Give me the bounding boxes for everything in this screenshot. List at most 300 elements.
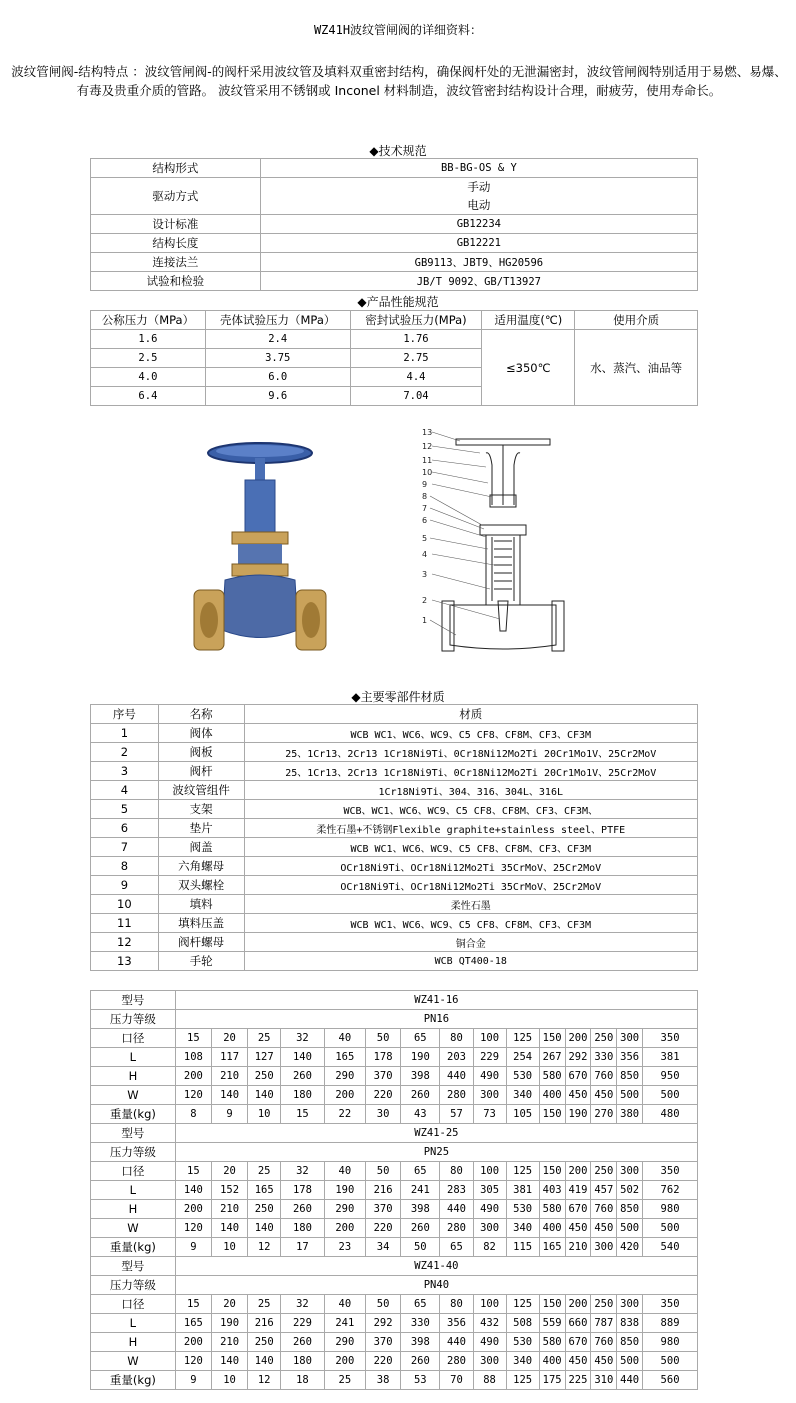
table-cell: 500 [617, 1219, 643, 1238]
part-no: 7 [91, 838, 159, 857]
table-row [91, 895, 698, 914]
width-label: W [91, 1219, 176, 1238]
length-label: L [91, 1048, 176, 1067]
table-cell: 10 [211, 1371, 247, 1390]
tech-value: 电动 [260, 196, 697, 215]
part-material: 铜合金 [244, 933, 697, 952]
table-cell: 127 [248, 1048, 281, 1067]
table-cell: 229 [281, 1314, 324, 1333]
table-cell: 398 [401, 1200, 440, 1219]
tech-value: GB9113、JBT9、HG20596 [260, 253, 697, 272]
table-cell: 9 [211, 1105, 247, 1124]
table-cell: 125 [506, 1029, 539, 1048]
table-row [91, 1333, 698, 1352]
table-cell: 760 [591, 1067, 617, 1086]
table-row [91, 781, 698, 800]
table-cell: 660 [565, 1314, 591, 1333]
drawing-label: 11 [422, 456, 433, 465]
table-cell: 200 [324, 1219, 365, 1238]
table-cell: 20 [211, 1162, 247, 1181]
part-no: 9 [91, 876, 159, 895]
table-cell: 6.4 [91, 387, 206, 406]
table-row [91, 952, 698, 971]
part-name: 六角螺母 [158, 857, 244, 876]
part-name: 阀板 [158, 743, 244, 762]
table-cell: 340 [506, 1219, 539, 1238]
part-name: 双头螺栓 [158, 876, 244, 895]
table-cell: 500 [617, 1352, 643, 1371]
table-cell: 2.4 [205, 330, 350, 349]
table-cell: 190 [565, 1105, 591, 1124]
table-cell: 120 [175, 1352, 211, 1371]
column-header: 使用介质 [575, 311, 698, 330]
table-cell: 380 [617, 1105, 643, 1124]
table-cell: 10 [211, 1238, 247, 1257]
table-cell: 178 [366, 1048, 401, 1067]
table-cell: 300 [617, 1029, 643, 1048]
table-cell: 15 [175, 1029, 211, 1048]
part-no: 4 [91, 781, 159, 800]
table-cell: 670 [565, 1333, 591, 1352]
table-cell: 400 [539, 1352, 565, 1371]
intro-paragraph: 波纹管闸阀-结构特点 ：波纹管闸阀-的阀杆采用波纹管及填料双重密封结构，确保阀杆处的无泄漏密封，波纹管闸阀特别适用于易燃、易爆、有毒及贵重介质的管路。 波纹管采用不锈钢或 Inconel 材料制造，波纹管密封结构设计合理，耐疲劳，使用寿命长。 [11, 64, 787, 98]
table-cell: 200 [565, 1029, 591, 1048]
table-cell: 152 [211, 1181, 247, 1200]
parts-section-title: ◆主要零部件材质 [351, 690, 445, 704]
table-cell: 32 [281, 1295, 324, 1314]
part-no: 11 [91, 914, 159, 933]
table-cell: 502 [617, 1181, 643, 1200]
model-value: WZ41-40 [175, 1257, 697, 1276]
table-cell: 850 [617, 1200, 643, 1219]
drawing-label: 13 [422, 428, 433, 437]
table-cell: 40 [324, 1162, 365, 1181]
table-cell: 420 [617, 1238, 643, 1257]
drawing-label: 6 [422, 516, 428, 525]
table-cell: 40 [324, 1295, 365, 1314]
table-cell: 125 [506, 1295, 539, 1314]
table-cell: 250 [591, 1162, 617, 1181]
table-cell: 34 [366, 1238, 401, 1257]
part-no: 6 [91, 819, 159, 838]
dimensions-table [90, 990, 698, 1390]
part-material: 25、1Cr13、2Cr13 1Cr18Ni9Ti、0Cr18Ni12Mo2Ti 20Cr1Mo1V、25Cr2MoV [244, 762, 697, 781]
part-name: 手轮 [158, 952, 244, 971]
table-cell: 32 [281, 1162, 324, 1181]
table-cell: 250 [591, 1295, 617, 1314]
table-cell: 200 [324, 1352, 365, 1371]
part-material: 1Cr18Ni9Ti、304、316、304L、316L [244, 781, 697, 800]
part-name: 支架 [158, 800, 244, 819]
table-row [91, 838, 698, 857]
part-name: 垫片 [158, 819, 244, 838]
drawing-label: 3 [422, 570, 428, 579]
table-cell: 838 [617, 1314, 643, 1333]
table-cell: 300 [591, 1238, 617, 1257]
table-cell: 105 [506, 1105, 539, 1124]
table-cell: 330 [591, 1048, 617, 1067]
table-cell: 150 [539, 1105, 565, 1124]
table-row [91, 1067, 698, 1086]
drawing-label: 7 [422, 504, 428, 513]
table-cell: 290 [324, 1067, 365, 1086]
table-cell: 440 [440, 1067, 473, 1086]
table-cell: 530 [506, 1067, 539, 1086]
table-cell: 65 [401, 1029, 440, 1048]
table-cell: 381 [506, 1181, 539, 1200]
part-material: 25、1Cr13、2Cr13 1Cr18Ni9Ti、0Cr18Ni12Mo2Ti 20Cr1Mo1V、25Cr2MoV [244, 743, 697, 762]
table-row [91, 724, 698, 743]
table-cell: 241 [401, 1181, 440, 1200]
table-cell: 267 [539, 1048, 565, 1067]
table-cell: 120 [175, 1219, 211, 1238]
table-row [91, 1371, 698, 1390]
table-cell: 50 [401, 1238, 440, 1257]
table-cell: 100 [473, 1162, 506, 1181]
table-cell: 450 [565, 1219, 591, 1238]
table-row [91, 1181, 698, 1200]
height-label: H [91, 1067, 176, 1086]
table-row [91, 234, 698, 253]
table-cell: 140 [248, 1352, 281, 1371]
table-cell: 220 [366, 1219, 401, 1238]
table-cell: 241 [324, 1314, 365, 1333]
table-row [91, 914, 698, 933]
table-cell: 200 [175, 1200, 211, 1219]
table-cell: 82 [473, 1238, 506, 1257]
column-header: 名称 [158, 705, 244, 724]
table-cell: 300 [617, 1162, 643, 1181]
table-header-row [91, 311, 698, 330]
weight-label: 重量(kg) [91, 1105, 176, 1124]
table-cell: 23 [324, 1238, 365, 1257]
model-value: WZ41-16 [175, 991, 697, 1010]
tech-value: GB12234 [260, 215, 697, 234]
table-row [91, 743, 698, 762]
table-cell: 200 [565, 1295, 591, 1314]
weight-label: 重量(kg) [91, 1238, 176, 1257]
table-cell: 190 [324, 1181, 365, 1200]
table-cell: 403 [539, 1181, 565, 1200]
table-cell: 400 [539, 1086, 565, 1105]
table-cell: 457 [591, 1181, 617, 1200]
table-cell: 88 [473, 1371, 506, 1390]
table-cell: 450 [591, 1219, 617, 1238]
table-cell: 165 [539, 1238, 565, 1257]
table-cell: 450 [565, 1352, 591, 1371]
table-cell: 80 [440, 1295, 473, 1314]
table-row [91, 1257, 698, 1276]
table-cell: 400 [539, 1219, 565, 1238]
table-cell: 8 [175, 1105, 211, 1124]
table-row [91, 819, 698, 838]
perf-spec-table [90, 310, 698, 406]
table-cell: 229 [473, 1048, 506, 1067]
table-cell: 432 [473, 1314, 506, 1333]
table-cell: 12 [248, 1238, 281, 1257]
table-row [91, 800, 698, 819]
table-cell: 340 [506, 1352, 539, 1371]
part-name: 填料压盖 [158, 914, 244, 933]
table-cell: 580 [539, 1200, 565, 1219]
table-row [91, 178, 698, 197]
length-label: L [91, 1181, 176, 1200]
table-cell: 280 [440, 1219, 473, 1238]
table-cell: 559 [539, 1314, 565, 1333]
table-row [91, 1295, 698, 1314]
tech-label: 驱动方式 [91, 178, 261, 215]
table-cell: 580 [539, 1067, 565, 1086]
table-cell: 350 [643, 1162, 698, 1181]
table-cell: 65 [401, 1295, 440, 1314]
table-cell: 760 [591, 1333, 617, 1352]
part-material: OCr18Ni9Ti、OCr18Ni12Mo2Ti 35CrMoV、25Cr2MoV [244, 857, 697, 876]
table-cell: 190 [401, 1048, 440, 1067]
table-cell: 117 [211, 1048, 247, 1067]
table-cell: 210 [211, 1067, 247, 1086]
tech-value: BB-BG-OS & Y [260, 159, 697, 178]
table-cell: 305 [473, 1181, 506, 1200]
table-cell: 6.0 [205, 368, 350, 387]
table-cell: 210 [211, 1200, 247, 1219]
table-cell: 370 [366, 1200, 401, 1219]
table-cell: 254 [506, 1048, 539, 1067]
table-cell: 356 [440, 1314, 473, 1333]
table-cell: 7.04 [350, 387, 482, 406]
table-cell: 22 [324, 1105, 365, 1124]
table-cell: 260 [401, 1086, 440, 1105]
tech-label: 结构长度 [91, 234, 261, 253]
table-cell: 50 [366, 1295, 401, 1314]
table-cell: 280 [440, 1352, 473, 1371]
table-cell: 140 [175, 1181, 211, 1200]
table-row [91, 1029, 698, 1048]
table-cell: 190 [211, 1314, 247, 1333]
table-cell: 65 [401, 1162, 440, 1181]
table-cell: 165 [248, 1181, 281, 1200]
table-cell: 300 [473, 1352, 506, 1371]
size-label: 口径 [91, 1029, 176, 1048]
weight-label: 重量(kg) [91, 1371, 176, 1390]
table-cell: 9 [175, 1238, 211, 1257]
table-cell: 80 [440, 1029, 473, 1048]
table-cell: 670 [565, 1067, 591, 1086]
table-row [91, 1352, 698, 1371]
tech-value: GB12221 [260, 234, 697, 253]
drawing-label: 12 [422, 442, 433, 451]
table-row [91, 215, 698, 234]
table-cell: 450 [591, 1086, 617, 1105]
table-row [91, 857, 698, 876]
table-cell: 50 [366, 1029, 401, 1048]
table-cell: 2.75 [350, 349, 482, 368]
table-cell: 508 [506, 1314, 539, 1333]
table-cell: 260 [281, 1067, 324, 1086]
table-cell: 980 [643, 1333, 698, 1352]
table-cell: 165 [324, 1048, 365, 1067]
table-row [91, 1048, 698, 1067]
table-cell: 889 [643, 1314, 698, 1333]
table-cell: 25 [248, 1295, 281, 1314]
model-value: WZ41-25 [175, 1124, 697, 1143]
table-cell: 80 [440, 1162, 473, 1181]
table-cell: 175 [539, 1371, 565, 1390]
width-label: W [91, 1352, 176, 1371]
column-header: 公称压力（MPa） [91, 311, 206, 330]
model-label: 型号 [91, 991, 176, 1010]
table-cell: 500 [617, 1086, 643, 1105]
table-cell: 220 [366, 1352, 401, 1371]
table-cell: 17 [281, 1238, 324, 1257]
table-cell: 225 [565, 1371, 591, 1390]
table-cell: 140 [248, 1219, 281, 1238]
column-header: 适用温度(℃) [482, 311, 575, 330]
length-label: L [91, 1314, 176, 1333]
table-cell: 260 [401, 1352, 440, 1371]
table-cell: 30 [366, 1105, 401, 1124]
page-title: WZ41H波纹管闸阀的详细资料： [313, 23, 483, 37]
part-material: WCB WC1、WC6、WC9、C5 CF8、CF8M、CF3、CF3M [244, 914, 697, 933]
table-cell: 490 [473, 1200, 506, 1219]
table-cell: 9.6 [205, 387, 350, 406]
table-cell: 280 [440, 1086, 473, 1105]
temperature-cell: ≤350℃ [482, 330, 575, 406]
table-cell: 165 [175, 1314, 211, 1333]
table-cell: 1.6 [91, 330, 206, 349]
table-cell: 125 [506, 1162, 539, 1181]
table-cell: 250 [591, 1029, 617, 1048]
table-cell: 330 [401, 1314, 440, 1333]
table-cell: 20 [211, 1295, 247, 1314]
table-cell: 480 [643, 1105, 698, 1124]
table-cell: 310 [591, 1371, 617, 1390]
table-cell: 43 [401, 1105, 440, 1124]
valve-cross-section-drawing [420, 425, 580, 657]
medium-cell: 水、蒸汽、油品等 [575, 330, 698, 406]
part-material: WCB QT400-18 [244, 952, 697, 971]
parts-material-table [90, 704, 698, 971]
model-label: 型号 [91, 1124, 176, 1143]
tech-value: JB/T 9092、GB/T13927 [260, 272, 697, 291]
table-cell: 57 [440, 1105, 473, 1124]
table-cell: 73 [473, 1105, 506, 1124]
table-cell: 440 [440, 1333, 473, 1352]
table-cell: 300 [473, 1086, 506, 1105]
table-cell: 292 [366, 1314, 401, 1333]
table-cell: 760 [591, 1200, 617, 1219]
table-cell: 216 [248, 1314, 281, 1333]
table-cell: 70 [440, 1371, 473, 1390]
part-name: 阀体 [158, 724, 244, 743]
column-header: 密封试验压力(MPa) [350, 311, 482, 330]
table-cell: 200 [324, 1086, 365, 1105]
pressure-class-value: PN40 [175, 1276, 697, 1295]
table-cell: 490 [473, 1067, 506, 1086]
part-no: 13 [91, 952, 159, 971]
perf-section-title: ◆产品性能规范 [357, 295, 439, 309]
table-row [91, 1162, 698, 1181]
table-cell: 350 [643, 1295, 698, 1314]
tech-label: 试验和检验 [91, 272, 261, 291]
table-row [91, 1105, 698, 1124]
table-cell: 50 [366, 1162, 401, 1181]
table-cell: 670 [565, 1200, 591, 1219]
table-cell: 283 [440, 1181, 473, 1200]
part-name: 填料 [158, 895, 244, 914]
table-cell: 216 [366, 1181, 401, 1200]
table-cell: 370 [366, 1333, 401, 1352]
table-row [91, 933, 698, 952]
table-cell: 115 [506, 1238, 539, 1257]
table-cell: 108 [175, 1048, 211, 1067]
table-cell: 500 [643, 1086, 698, 1105]
table-cell: 398 [401, 1067, 440, 1086]
table-cell: 250 [248, 1067, 281, 1086]
part-no: 5 [91, 800, 159, 819]
table-cell: 180 [281, 1352, 324, 1371]
part-name: 波纹管组件 [158, 781, 244, 800]
valve-photo [190, 440, 330, 660]
model-label: 型号 [91, 1257, 176, 1276]
table-cell: 65 [440, 1238, 473, 1257]
drawing-label: 5 [422, 534, 428, 543]
part-no: 3 [91, 762, 159, 781]
table-cell: 500 [643, 1219, 698, 1238]
height-label: H [91, 1200, 176, 1219]
table-cell: 140 [248, 1086, 281, 1105]
part-material: 柔性石墨 [244, 895, 697, 914]
table-cell: 270 [591, 1105, 617, 1124]
table-cell: 450 [591, 1352, 617, 1371]
table-cell: 980 [643, 1200, 698, 1219]
table-row [91, 1143, 698, 1162]
table-row [91, 1200, 698, 1219]
table-cell: 350 [643, 1029, 698, 1048]
part-no: 2 [91, 743, 159, 762]
table-cell: 4.0 [91, 368, 206, 387]
table-row [91, 1238, 698, 1257]
table-cell: 2.5 [91, 349, 206, 368]
table-cell: 300 [617, 1295, 643, 1314]
table-cell: 440 [617, 1371, 643, 1390]
table-cell: 250 [248, 1333, 281, 1352]
table-row [91, 330, 698, 349]
table-cell: 260 [281, 1333, 324, 1352]
table-cell: 178 [281, 1181, 324, 1200]
table-cell: 53 [401, 1371, 440, 1390]
table-cell: 370 [366, 1067, 401, 1086]
height-label: H [91, 1333, 176, 1352]
size-label: 口径 [91, 1162, 176, 1181]
table-row [91, 1219, 698, 1238]
column-header: 序号 [91, 705, 159, 724]
table-cell: 220 [366, 1086, 401, 1105]
part-material: WCB WC1、WC6、WC9、C5 CF8、CF8M、CF3、CF3M [244, 838, 697, 857]
table-cell: 398 [401, 1333, 440, 1352]
table-cell: 15 [281, 1105, 324, 1124]
table-cell: 140 [211, 1086, 247, 1105]
table-cell: 290 [324, 1333, 365, 1352]
tech-spec-table [90, 158, 698, 291]
table-cell: 850 [617, 1067, 643, 1086]
tech-value: 手动 [260, 178, 697, 197]
table-cell: 200 [565, 1162, 591, 1181]
table-cell: 210 [565, 1238, 591, 1257]
pressure-class-value: PN16 [175, 1010, 697, 1029]
table-cell: 530 [506, 1200, 539, 1219]
table-cell: 15 [175, 1295, 211, 1314]
tech-label: 设计标准 [91, 215, 261, 234]
